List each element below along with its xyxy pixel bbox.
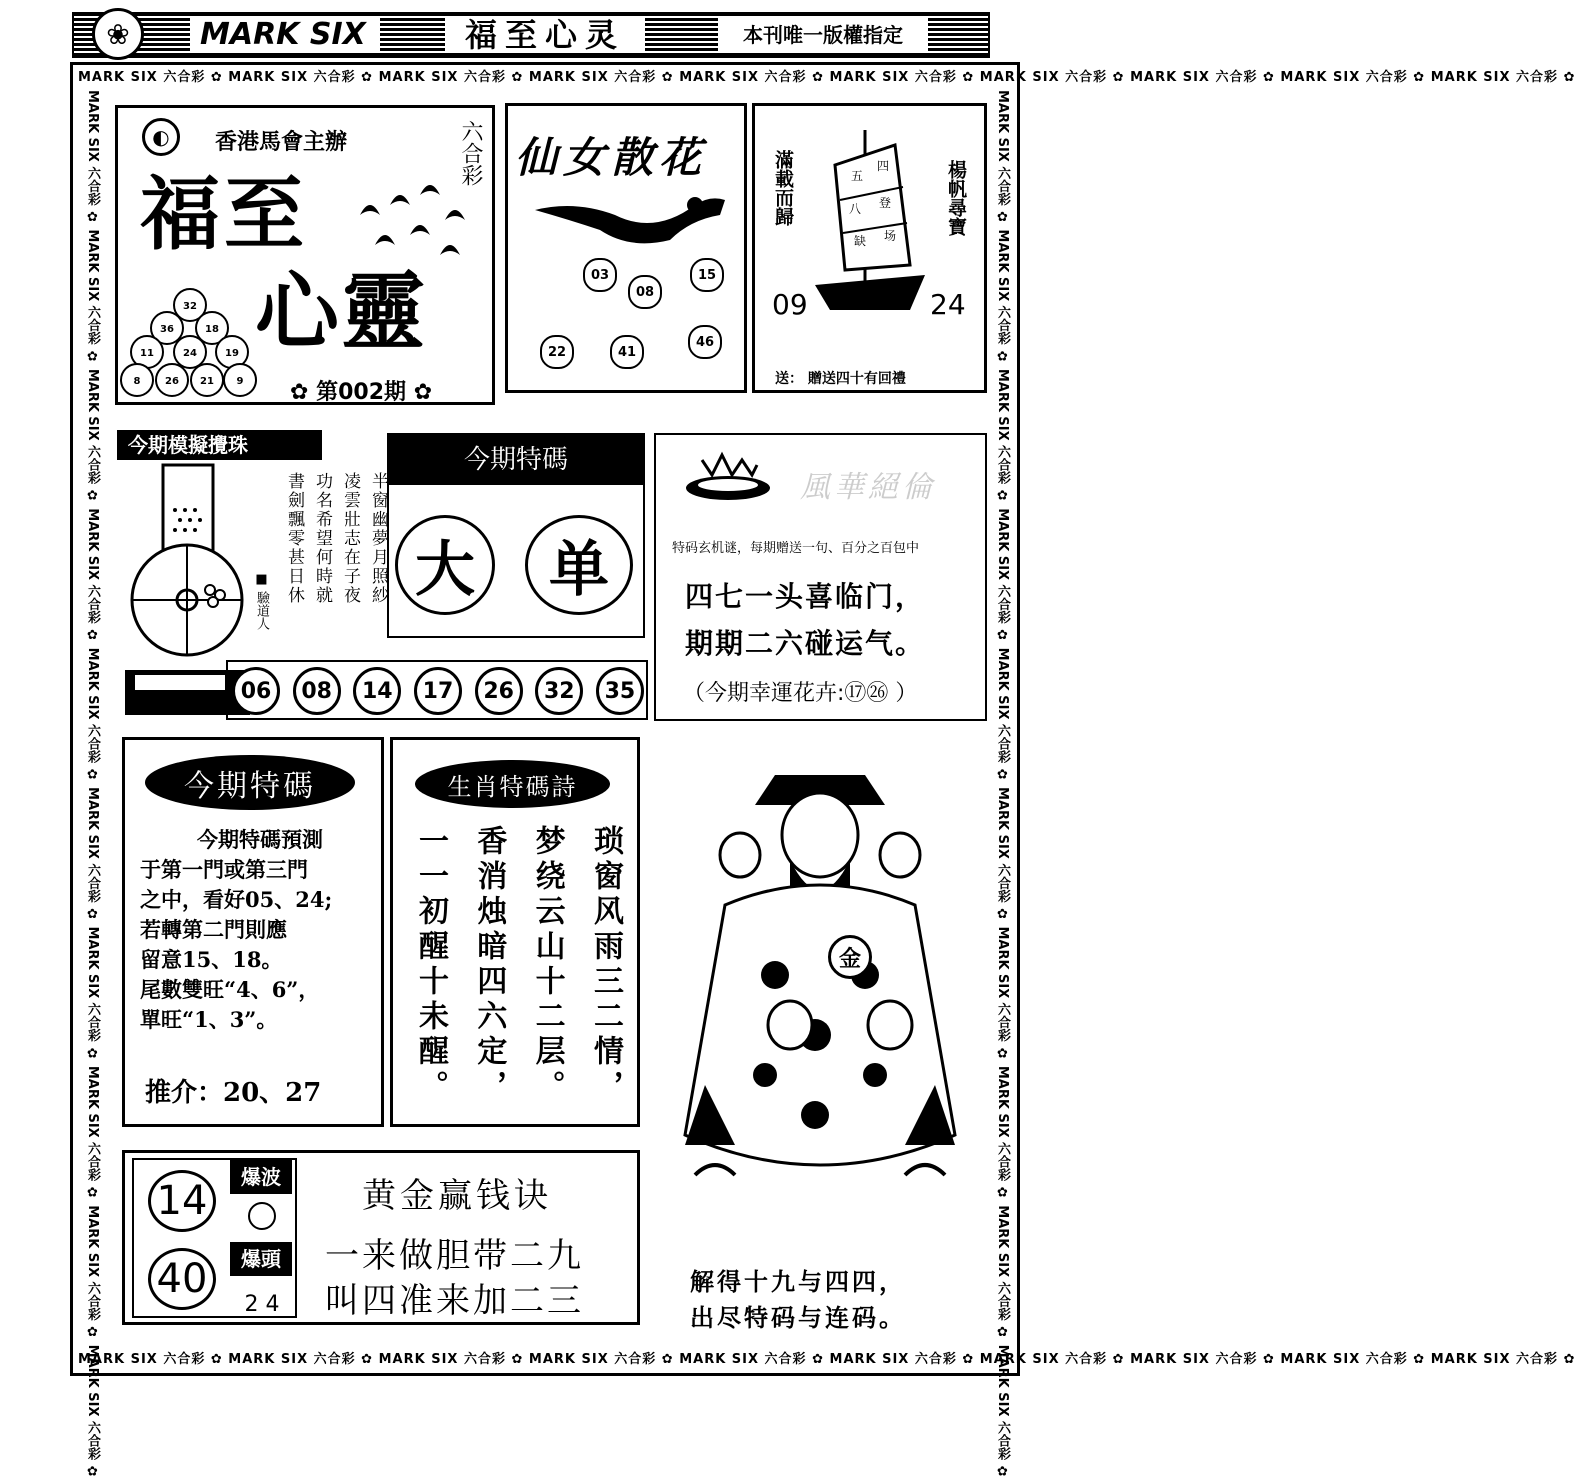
svg-text:18: 18 [205, 324, 219, 335]
explode-num-1: 14 [148, 1170, 216, 1232]
riddle-line2: 期期二六碰运气。 [685, 627, 926, 660]
fairy-figure-icon [530, 180, 730, 250]
special-big: 大 [395, 515, 495, 615]
poem-col: 功名希望何時就 [312, 472, 332, 605]
prediction-recommend: 推介：20、27 [145, 1078, 322, 1108]
svg-text:缺: 缺 [853, 234, 867, 248]
svg-text:登: 登 [878, 196, 892, 210]
svg-text:32: 32 [183, 301, 197, 312]
riddle-lucky: （今期幸運花卉:⑰㉖ ） [683, 681, 918, 706]
gold-caption-1: 解得十九与四四， [690, 1267, 906, 1296]
prediction-line: 今期特碼預測 [197, 827, 323, 852]
special-odd: 单 [525, 515, 633, 615]
border-top: MARK SIX 六合彩 ✿ MARK SIX 六合彩 ✿ MARK SIX 六合彩 ✿ MARK SIX 六合彩 ✿ MARK SIX 六合彩 ✿ MARK SIX 六合彩 ✿ MARK SIX 六合彩 ✿ MARK SIX 六合彩 ✿ MARK SIX 六合彩 ✿ MARK SIX 六合彩 ✿ [78, 70, 1575, 85]
crown-icon [682, 440, 774, 505]
masthead-title-2: 心靈 [255, 263, 428, 361]
fairy-number: 46 [688, 325, 722, 359]
club-logo-icon: ◐ [142, 118, 180, 156]
svg-text:19: 19 [225, 348, 239, 359]
zodiac-col: 梦绕云山十二层。 [529, 825, 565, 1105]
svg-text:八: 八 [848, 202, 862, 216]
masthead-lottery: 六合彩 [458, 120, 483, 186]
banner-title: 福至心灵 [445, 17, 645, 53]
fairy-number: 08 [628, 275, 662, 309]
explode-head-label: 爆頭 [230, 1242, 292, 1276]
ship-right-text: 楊帆尋寶 [945, 160, 967, 236]
zodiac-col: 琐窗风雨三二情， [587, 825, 623, 1105]
svg-text:24: 24 [183, 348, 197, 359]
issue-number: ✿ 第002期 ✿ [290, 380, 433, 405]
junk-ship-icon [815, 125, 925, 315]
zodiac-col: 香消烛暗四六定， [471, 825, 507, 1105]
ball: 17 [414, 667, 462, 715]
logo-icon: ❀ [92, 8, 144, 60]
ball: 08 [293, 667, 341, 715]
ball: 32 [535, 667, 583, 715]
god-of-wealth-figure-icon [665, 755, 975, 1215]
prediction-line: 尾數雙旺“4、6”， [140, 977, 320, 1002]
riddle-header: 風華絕倫 [800, 470, 936, 505]
explode-num-2: 40 [148, 1248, 216, 1310]
fairy-number: 15 [690, 258, 724, 292]
masthead-host: 香港馬會主辦 [215, 129, 348, 155]
issue-text: 第002期 [316, 380, 407, 405]
verse-line-2: 叫四准来加二三 [325, 1281, 584, 1321]
explode-head-value: 2 4 [244, 1292, 280, 1317]
svg-text:9: 9 [236, 376, 244, 387]
poem-col: 書劍飄零甚日休 [284, 472, 304, 605]
simulate-label: 今期模擬攪珠 [128, 433, 248, 457]
ball: 06 [232, 667, 280, 715]
ball: 14 [353, 667, 401, 715]
prediction-label: 今期特碼 [145, 755, 355, 810]
ship-num-right: 24 [930, 288, 966, 321]
zodiac-col: 一一初醒十未醒。 [413, 825, 448, 1105]
banner-note: 本刊唯一版權指定 [718, 17, 928, 53]
explode-wave-label: 爆波 [230, 1160, 292, 1194]
prediction-line: 之中，看好05、24; [140, 887, 333, 912]
ball: 26 [475, 667, 523, 715]
border-left: MARK SIX 六合彩 ✿ MARK SIX 六合彩 ✿ MARK SIX 六合彩 ✿ MARK SIX 六合彩 ✿ MARK SIX 六合彩 ✿ MARK SIX 六合彩 ✿ MARK SIX 六合彩 ✿ MARK SIX 六合彩 ✿ MARK SIX 六合彩 ✿ MARK SIX 六合彩 ✿ [85, 90, 100, 1480]
ship-left-text: 滿載而歸 [772, 150, 794, 226]
simulate-note: ■ 驗道人 [254, 572, 269, 631]
ball: 35 [596, 667, 644, 715]
zodiac-label: 生肖特碼詩 [415, 760, 610, 808]
svg-text:8: 8 [133, 376, 141, 387]
prediction-line: 留意15、18。 [140, 947, 283, 972]
svg-text:36: 36 [160, 324, 174, 335]
ship-gift: 送： 贈送四十有回禮 [775, 371, 906, 387]
birds-icon [350, 175, 480, 285]
prediction-line: 于第一門或第三門 [140, 857, 308, 882]
riddle-intro: 特码玄机谜，每期赠送一句、百分之百包中 [672, 541, 920, 556]
lottery-balls-pile-icon [122, 280, 257, 402]
ship-num-left: 09 [772, 288, 808, 321]
prediction-line: 若轉第二門則應 [140, 917, 287, 942]
svg-text:26: 26 [165, 376, 179, 387]
fairy-number: 22 [540, 335, 574, 369]
prediction-text [140, 825, 380, 1035]
balls-row [232, 667, 644, 713]
svg-text:11: 11 [140, 348, 154, 359]
zodiac-poem [410, 825, 625, 1115]
verse-title: 黄金赢钱诀 [362, 1176, 552, 1216]
poem-col: 半窗幽夢月照紗 [368, 472, 388, 605]
gold-caption-2: 出尽特码与连码。 [690, 1303, 906, 1332]
fairy-number: 41 [610, 335, 644, 369]
fairy-number: 03 [583, 258, 617, 292]
border-bottom: MARK SIX 六合彩 ✿ MARK SIX 六合彩 ✿ MARK SIX 六合彩 ✿ MARK SIX 六合彩 ✿ MARK SIX 六合彩 ✿ MARK SIX 六合彩 ✿ MARK SIX 六合彩 ✿ MARK SIX 六合彩 ✿ MARK SIX 六合彩 ✿ MARK SIX 六合彩 ✿ [78, 1352, 1575, 1367]
svg-text:四: 四 [876, 159, 890, 173]
brand-name: MARK SIX [190, 17, 380, 53]
fairy-title: 仙女散花 [515, 133, 708, 182]
special-label: 今期特碼 [389, 435, 643, 485]
svg-text:五: 五 [850, 169, 864, 183]
svg-text:21: 21 [200, 376, 214, 387]
svg-text:场: 场 [883, 229, 897, 243]
simulate-poem [270, 472, 390, 647]
prediction-line: 單旺“1、3”。 [140, 1007, 278, 1032]
poem-col: 凌雲壯志在子夜 [340, 472, 360, 605]
wave-circle-icon [248, 1202, 276, 1230]
riddle-line1: 四七一头喜临门， [685, 580, 926, 613]
verse-line-1: 一来做胆带二九 [325, 1236, 584, 1276]
masthead-title-1: 福至 [140, 168, 308, 261]
border-right: MARK SIX 六合彩 ✿ MARK SIX 六合彩 ✿ MARK SIX 六合彩 ✿ MARK SIX 六合彩 ✿ MARK SIX 六合彩 ✿ MARK SIX 六合彩 ✿ MARK SIX 六合彩 ✿ MARK SIX 六合彩 ✿ MARK SIX 六合彩 ✿ MARK SIX 六合彩 ✿ [995, 90, 1010, 1480]
gold-label: 金 [828, 935, 872, 979]
